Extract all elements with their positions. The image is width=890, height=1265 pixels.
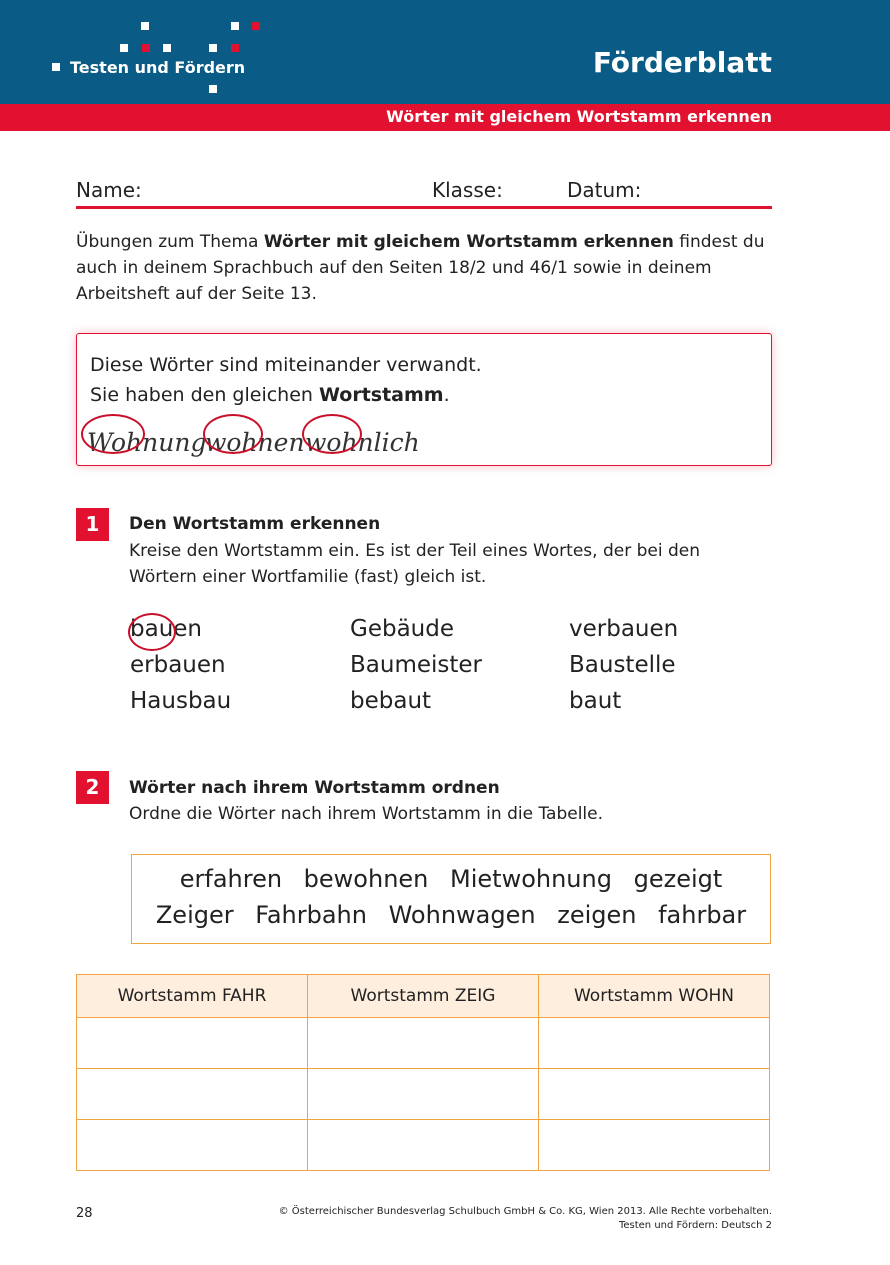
copyright-text: © Österreichischer Bundesverlag Schulbuch GmbH & Co. KG, Wien 2013. Alle Rechte vorbehalten.: [278, 1206, 772, 1217]
stem-circle: [302, 414, 362, 454]
table-row: [77, 1120, 770, 1171]
column-header: Wortstamm WOHN: [539, 975, 770, 1018]
word-item[interactable]: Hausbau: [130, 688, 232, 714]
logo-square: [163, 44, 171, 52]
footer-copyright: [279, 1205, 772, 1233]
task-instruction: Kreise den Wortstamm ein. Es ist der Teil eines Wortes, der bei den Wörtern einer Wortfamilie (fast) gleich ist.: [129, 541, 701, 587]
info-line-2: [90, 384, 450, 406]
example-word: wohnen: [205, 428, 305, 457]
table-row: [77, 1018, 770, 1069]
table-header-row: [77, 975, 770, 1018]
word-item[interactable]: erbauen: [130, 652, 226, 678]
logo-square: [209, 85, 217, 93]
column-header: Wortstamm ZEIG: [308, 975, 539, 1018]
info-line-2-end: .: [443, 384, 450, 406]
answer-cell[interactable]: [539, 1120, 770, 1171]
subtitle-bar: [0, 104, 890, 131]
stem-circle: [81, 414, 145, 454]
example-word: Wohnung: [87, 428, 207, 457]
logo-square: [252, 22, 260, 30]
task-instruction: Ordne die Wörter nach ihrem Wortstamm in die Tabelle.: [129, 804, 604, 824]
book-title: Testen und Fördern: Deutsch 2: [618, 1220, 772, 1231]
example-stem-circle: [128, 613, 176, 651]
sorting-table: [76, 974, 770, 1171]
word-item[interactable]: Baumeister: [350, 652, 483, 678]
word-item[interactable]: verbauen: [569, 616, 679, 642]
info-box: [76, 333, 772, 466]
word-bank: [131, 854, 771, 944]
info-line-2-text: Sie haben den gleichen: [90, 384, 319, 406]
table-row: [77, 1069, 770, 1120]
answer-cell[interactable]: [77, 1069, 308, 1120]
bullet-icon: [52, 63, 60, 71]
page-title: Förderblatt: [592, 46, 772, 79]
answer-cell[interactable]: [539, 1069, 770, 1120]
intro-text-end: findest du auch in deinem Sprachbuch auf den Seiten 18/2 und 46/1 sowie in deinem Arbeitsheft auf der Seite 13.: [76, 232, 765, 304]
task-number: 2: [76, 771, 109, 804]
answer-cell[interactable]: [308, 1069, 539, 1120]
answer-cell[interactable]: [539, 1018, 770, 1069]
info-line-1: Diese Wörter sind miteinander verwandt.: [90, 354, 482, 376]
answer-cell[interactable]: [308, 1018, 539, 1069]
word-item[interactable]: Gebäude: [350, 616, 454, 642]
task-number: 1: [76, 508, 109, 541]
word-item[interactable]: Baustelle: [569, 652, 676, 678]
header-banner: [0, 0, 890, 104]
word-item[interactable]: bebaut: [350, 688, 432, 714]
page-subtitle: Wörter mit gleichem Wortstamm erkennen: [386, 107, 772, 126]
answer-cell[interactable]: [77, 1018, 308, 1069]
info-keyword: Wortstamm: [318, 384, 444, 406]
task-title: Den Wortstamm erkennen: [129, 514, 381, 534]
answer-cell[interactable]: [77, 1120, 308, 1171]
logo-square: [209, 44, 217, 52]
logo-square: [231, 22, 239, 30]
logo-square: [120, 44, 128, 52]
word-item[interactable]: baut: [569, 688, 622, 714]
logo-square: [231, 44, 239, 52]
answer-cell[interactable]: [308, 1120, 539, 1171]
brand-logo: [52, 58, 245, 77]
word-bank-line: Zeiger Fahrbahn Wohnwagen zeigen fahrbar: [155, 901, 747, 929]
intro-text: [76, 229, 776, 307]
class-label: Klasse:: [432, 178, 503, 202]
logo-square: [142, 44, 150, 52]
name-label: Name:: [76, 178, 142, 202]
word-bank-line: erfahren bewohnen Mietwohnung gezeigt: [179, 865, 723, 893]
name-class-date-row: [76, 178, 772, 209]
stem-circle: [203, 414, 263, 454]
word-item[interactable]: bauen: [130, 616, 202, 642]
intro-text-start: Übungen zum Thema: [76, 232, 264, 252]
date-label: Datum:: [567, 178, 642, 202]
column-header: Wortstamm FAHR: [77, 975, 308, 1018]
example-word: wohnlich: [305, 428, 420, 457]
logo-square: [141, 22, 149, 30]
task-title: Wörter nach ihrem Wortstamm ordnen: [129, 778, 500, 798]
intro-topic: Wörter mit gleichem Wortstamm erkennen: [263, 232, 674, 252]
page-number: 28: [76, 1206, 93, 1221]
brand-text: Testen und Fördern: [70, 58, 246, 77]
